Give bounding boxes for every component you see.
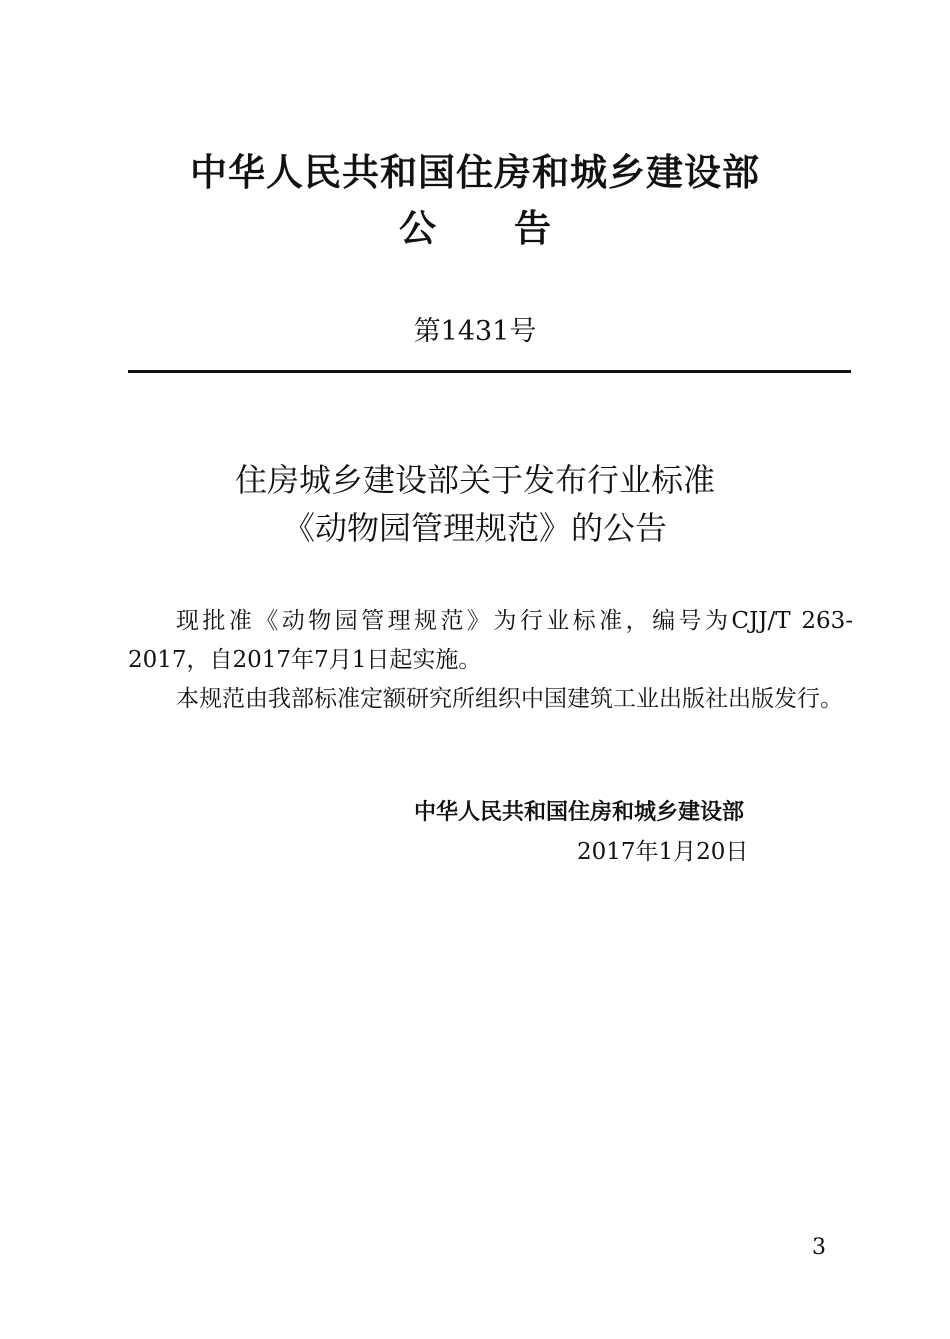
document-number: 第1431号 bbox=[413, 316, 537, 347]
signature-organization: 中华人民共和国住房和城乡建设部 bbox=[414, 800, 745, 825]
announcement-title-line-1: 住房城乡建设部关于发布行业标准 bbox=[234, 461, 715, 499]
issuer-heading: 中华人民共和国住房和城乡建设部 bbox=[190, 151, 760, 194]
signature-date: 2017年1月20日 bbox=[577, 839, 749, 865]
announcement-title-line-2: 《动物园管理规范》的公告 bbox=[282, 509, 667, 547]
body-paragraph-approval: 现批准《动物园管理规范》为行业标准，编号为CJJ/T 263-2017，自2017年7月1日起实施。 bbox=[128, 608, 853, 673]
document-type-heading: 公告 bbox=[399, 207, 629, 250]
header-divider bbox=[128, 370, 851, 373]
page-number: 3 bbox=[812, 1235, 826, 1260]
body-paragraph-publication: 本规范由我部标准定额研究所组织中国建筑工业出版社出版发行。 bbox=[176, 686, 843, 712]
